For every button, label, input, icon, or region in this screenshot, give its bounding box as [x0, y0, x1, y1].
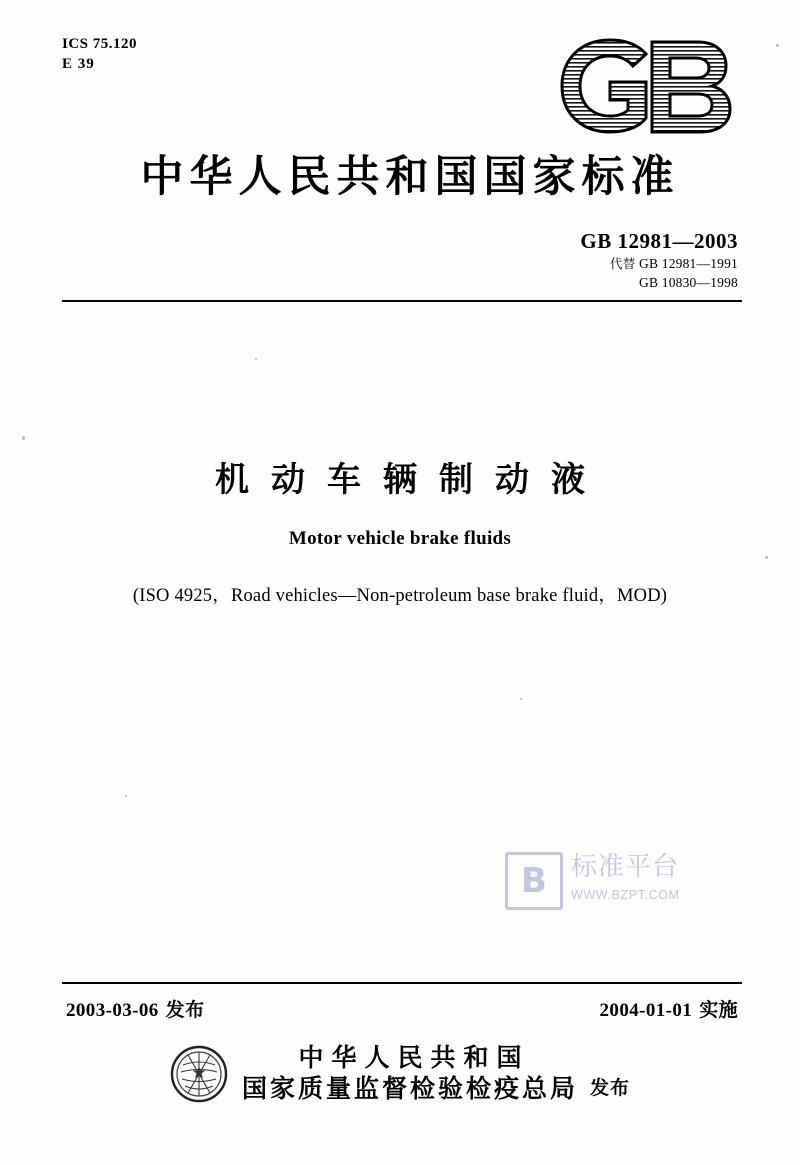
- watermark-text: 标准平台: [571, 852, 680, 882]
- effective-date: 2004-01-01: [599, 1000, 693, 1021]
- publisher-block: [0, 1043, 800, 1104]
- publisher-line-2: 国家质量监督检验检疫总局: [241, 1073, 578, 1103]
- publisher-publish-label: 发布: [590, 1077, 631, 1099]
- divider-bottom: [62, 982, 742, 984]
- ics-category-code: E 39: [62, 56, 95, 73]
- watermark-logo-icon: [505, 852, 563, 910]
- replaces-label: 代替: [610, 256, 636, 272]
- watermark-letter: B: [521, 861, 547, 901]
- issue-date: 2003-03-06: [66, 1000, 159, 1021]
- scan-speck: [22, 436, 25, 440]
- gb-logo-icon: [552, 30, 742, 140]
- replaces-standard-2: GB 10830—1998: [639, 275, 738, 291]
- effective-date-label: 实施: [699, 999, 738, 1021]
- document-title-en: Motor vehicle brake fluids: [288, 528, 512, 549]
- standard-number-block: [580, 228, 738, 292]
- publisher-names: [242, 1043, 578, 1104]
- replaces-line-2: [580, 275, 738, 292]
- page-title: 中华人民共和国国家标准: [140, 152, 680, 202]
- scan-speck: [255, 358, 257, 360]
- divider-top: [62, 300, 742, 302]
- effective-date-block: [600, 995, 738, 1022]
- document-title-cn: 机动车辆制动液: [215, 460, 607, 500]
- national-emblem-icon: [170, 1045, 228, 1103]
- replaces-standard-1: GB 12981—1991: [639, 256, 738, 272]
- scan-speck: [125, 795, 127, 797]
- publisher-line-1: 中华人民共和国: [298, 1043, 530, 1072]
- scan-speck: [776, 44, 779, 47]
- replaces-line-1: [580, 256, 738, 273]
- watermark: [505, 852, 680, 910]
- issue-date-block: [66, 995, 204, 1022]
- ics-block: [62, 34, 137, 75]
- scan-speck: [765, 556, 768, 559]
- scan-speck: [520, 698, 522, 700]
- standard-number: GB 12981—2003: [580, 229, 738, 253]
- iso-reference: (ISO 4925，Road vehicles—Non-petroleum base brake fluid，MOD): [132, 586, 668, 606]
- issue-date-label: 发布: [165, 999, 205, 1021]
- watermark-url: WWW.BZPT.COM: [571, 887, 680, 902]
- ics-code: ICS 75.120: [62, 36, 138, 52]
